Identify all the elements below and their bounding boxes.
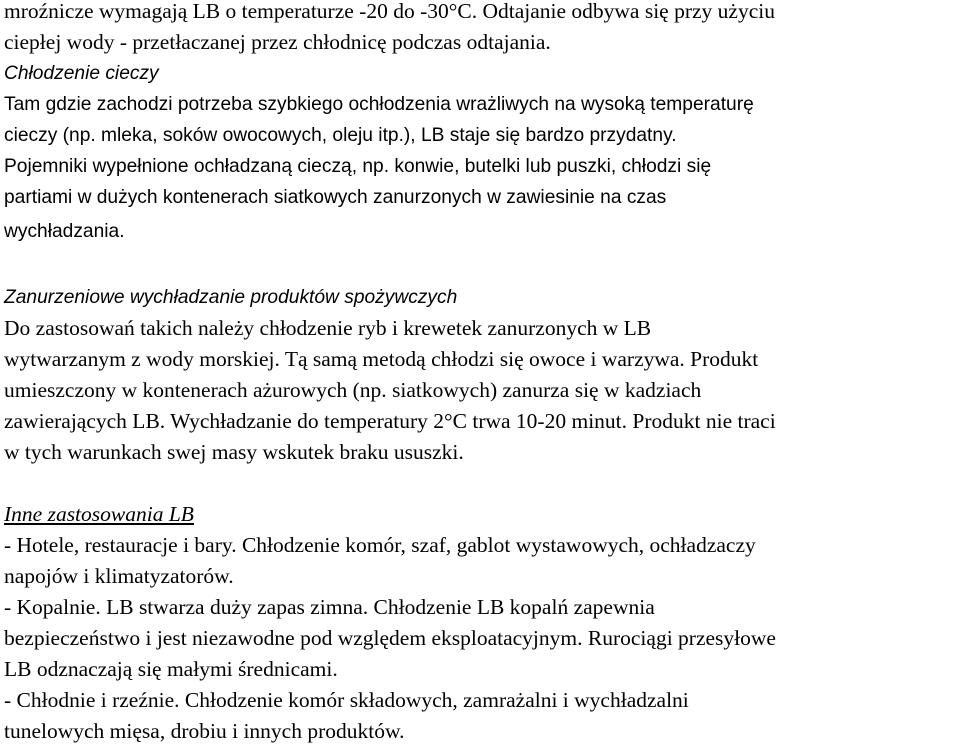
paragraph-line: - Chłodnie i rzeźnie. Chłodzenie komór składowych, zamrażalni i wychładzalni <box>4 688 689 712</box>
section-heading-other: Inne zastosowania LB <box>4 502 194 526</box>
paragraph-line: bezpieczeństwo i jest niezawodne pod względem eksploatacyjnym. Rurociągi przesyłowe <box>4 626 776 650</box>
paragraph-line: umieszczony w kontenerach ażurowych (np. siatkowych) zanurza się w kadziach <box>4 378 702 402</box>
paragraph-line: LB odznaczają się małymi średnicami. <box>4 657 338 681</box>
paragraph-line: partiami w dużych kontenerach siatkowych zanurzonych w zawiesinie na czas <box>4 187 667 208</box>
section-heading-liquids: Chłodzenie cieczy <box>4 63 159 84</box>
paragraph-line: Do zastosowań takich należy chłodzenie ryb i krewetek zanurzonych w LB <box>4 316 652 340</box>
paragraph-line: - Hotele, restauracje i bary. Chłodzenie komór, szaf, gablot wystawowych, ochładzaczy <box>4 533 756 557</box>
paragraph-line: mroźnicze wymagają LB o temperaturze -20 do -30°C. Odtajanie odbywa się przy użyciu <box>4 0 775 23</box>
paragraph-line: zawierających LB. Wychładzanie do temperatury 2°C trwa 10-20 minut. Produkt nie traci <box>4 409 776 433</box>
paragraph-line: Pojemniki wypełnione ochładzaną cieczą, np. konwie, butelki lub puszki, chłodzi się <box>4 156 712 177</box>
paragraph-line: Tam gdzie zachodzi potrzeba szybkiego ochłodzenia wrażliwych na wysoką temperaturę <box>4 94 754 115</box>
paragraph-line: - Kopalnie. LB stwarza duży zapas zimna. Chłodzenie LB kopalń zapewnia <box>4 595 655 619</box>
paragraph-line: cieczy (np. mleka, soków owocowych, oleju itp.), LB staje się bardzo przydatny. <box>4 125 677 146</box>
paragraph-line: wychładzania. <box>4 221 125 242</box>
paragraph-line: napojów i klimatyzatorów. <box>4 564 234 588</box>
paragraph-line: wytwarzanym z wody morskiej. Tą samą metodą chłodzi się owoce i warzywa. Produkt <box>4 347 759 371</box>
paragraph-line: w tych warunkach swej masy wskutek braku ususzki. <box>4 440 464 464</box>
paragraph-line: tunelowych mięsa, drobiu i innych produktów. <box>4 719 405 743</box>
paragraph-line: ciepłej wody - przetłaczanej przez chłodnicę podczas odtajania. <box>4 30 551 54</box>
section-heading-immersion: Zanurzeniowe wychładzanie produktów spożywczych <box>4 287 458 308</box>
